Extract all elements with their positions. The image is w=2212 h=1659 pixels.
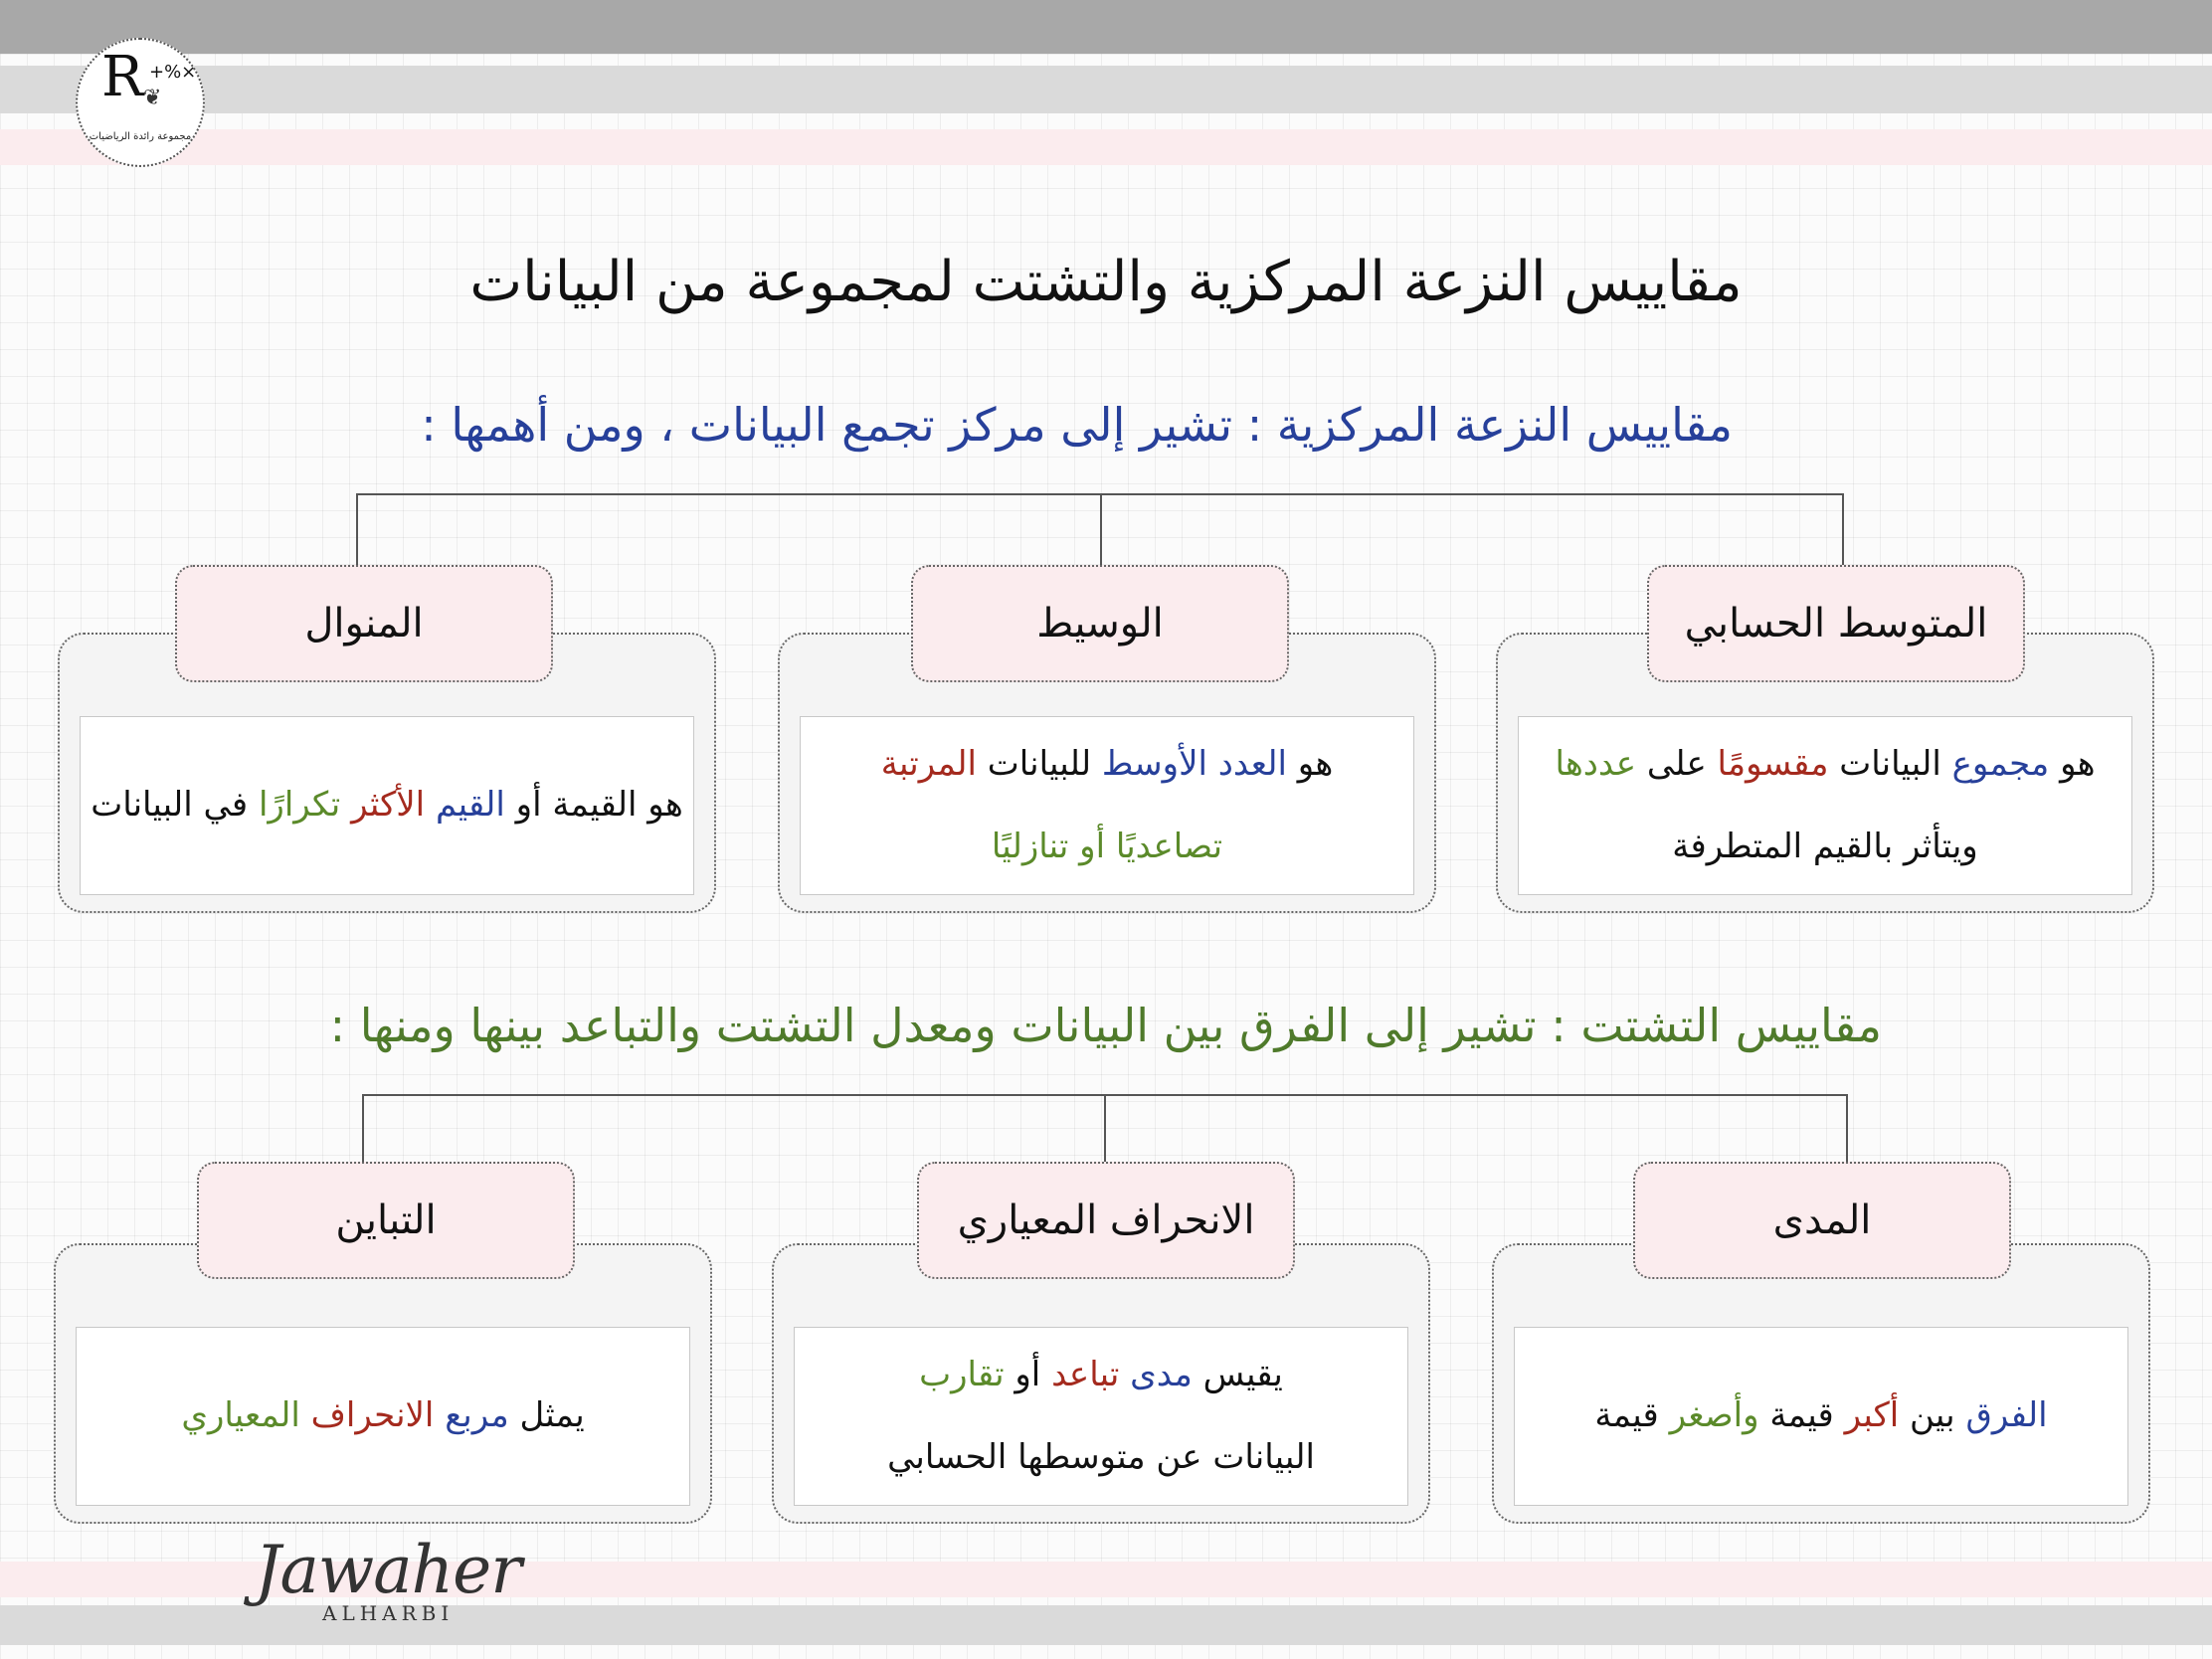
median-text: تصاعديًا أو تنازليًا bbox=[991, 827, 1223, 866]
variance-text: الانحراف bbox=[310, 1395, 435, 1436]
top-band-pink bbox=[0, 129, 2212, 165]
mean-text: مقسومًا bbox=[1717, 743, 1829, 784]
connector-line bbox=[1104, 1094, 1106, 1162]
stddev-text: أو bbox=[1014, 1354, 1041, 1394]
range-definition bbox=[1514, 1327, 2128, 1506]
connector-line bbox=[356, 493, 358, 565]
mean-definition bbox=[1518, 716, 2132, 895]
mean-text: البيانات bbox=[1839, 743, 1941, 784]
variance-text: المعياري bbox=[181, 1395, 300, 1436]
author-signature bbox=[245, 1532, 521, 1631]
connector-line bbox=[1100, 493, 1102, 565]
mean-text: عددها bbox=[1555, 743, 1637, 784]
mean-text: ويتأثر بالقيم المتطرفة bbox=[1672, 827, 1978, 866]
connector-line bbox=[1846, 1094, 1848, 1162]
stddev-text: تباعد bbox=[1051, 1354, 1120, 1394]
mean-text: هو bbox=[2060, 743, 2096, 784]
stddev-text: يقيس bbox=[1202, 1354, 1283, 1394]
mode-text: هو القيمة أو bbox=[515, 785, 683, 826]
top-band-light bbox=[0, 66, 2212, 113]
connector-line bbox=[1842, 493, 1844, 565]
leaf-icon: ❦ bbox=[143, 86, 162, 110]
range-text: الفرق bbox=[1965, 1395, 2048, 1436]
stddev-text: تقارب bbox=[919, 1354, 1005, 1394]
mode-header: المنوال bbox=[175, 565, 553, 682]
logo-symbols: +%× bbox=[149, 62, 197, 83]
dispersion-heading: مقاييس التشتت : تشير إلى الفرق بين البيانات ومعدل التشتت والتباعد بينها ومنها : bbox=[329, 999, 1882, 1052]
median-text: هو bbox=[1297, 743, 1334, 784]
median-definition bbox=[800, 716, 1414, 895]
top-band-dark bbox=[0, 0, 2212, 54]
median-text: العدد الأوسط bbox=[1101, 743, 1287, 784]
central-tendency-heading: مقاييس النزعة المركزية : تشير إلى مركز تجمع البيانات ، ومن أهمها : bbox=[421, 398, 1733, 452]
range-text: قيمة bbox=[1769, 1395, 1834, 1436]
variance-definition bbox=[76, 1327, 690, 1506]
stddev-text: البيانات عن متوسطها الحسابي bbox=[887, 1437, 1315, 1477]
variance-text: يمثل bbox=[519, 1395, 585, 1436]
signature-name: Jawaher bbox=[255, 1532, 521, 1608]
stddev-panel bbox=[772, 1243, 1430, 1524]
variance-header: التباين bbox=[197, 1162, 575, 1279]
logo bbox=[76, 38, 205, 167]
connector-line bbox=[362, 1094, 364, 1162]
range-panel bbox=[1492, 1243, 2150, 1524]
mode-text: في البيانات bbox=[91, 785, 249, 826]
range-text: وأصغر bbox=[1669, 1395, 1759, 1436]
mode-text: الأكثر bbox=[351, 785, 426, 826]
signature-surname: ALHARBI bbox=[322, 1601, 455, 1625]
mode-text: القيم bbox=[435, 785, 505, 826]
mean-text: مجموع bbox=[1951, 743, 2050, 784]
median-header: الوسيط bbox=[911, 565, 1289, 682]
logo-caption: مجموعة رائدة الرياضيات bbox=[89, 131, 192, 142]
mean-text: على bbox=[1646, 743, 1707, 784]
page-title: مقاييس النزعة المركزية والتشتت لمجموعة من البيانات bbox=[469, 250, 1743, 314]
median-text: للبيانات bbox=[987, 743, 1092, 784]
variance-text: مربع bbox=[445, 1395, 509, 1436]
range-text: أكبر bbox=[1844, 1395, 1900, 1436]
median-text: المرتبة bbox=[880, 743, 977, 784]
mode-definition bbox=[80, 716, 694, 895]
mode-text: تكرارًا bbox=[258, 785, 341, 826]
stddev-header: الانحراف المعياري bbox=[917, 1162, 1295, 1279]
logo-letter: R bbox=[101, 45, 144, 109]
range-text: قيمة bbox=[1594, 1395, 1659, 1436]
range-header: المدى bbox=[1633, 1162, 2011, 1279]
stddev-definition bbox=[794, 1327, 1408, 1506]
mean-header: المتوسط الحسابي bbox=[1647, 565, 2025, 682]
variance-panel bbox=[54, 1243, 712, 1524]
stddev-text: مدى bbox=[1130, 1354, 1193, 1394]
range-text: بين bbox=[1910, 1395, 1955, 1436]
